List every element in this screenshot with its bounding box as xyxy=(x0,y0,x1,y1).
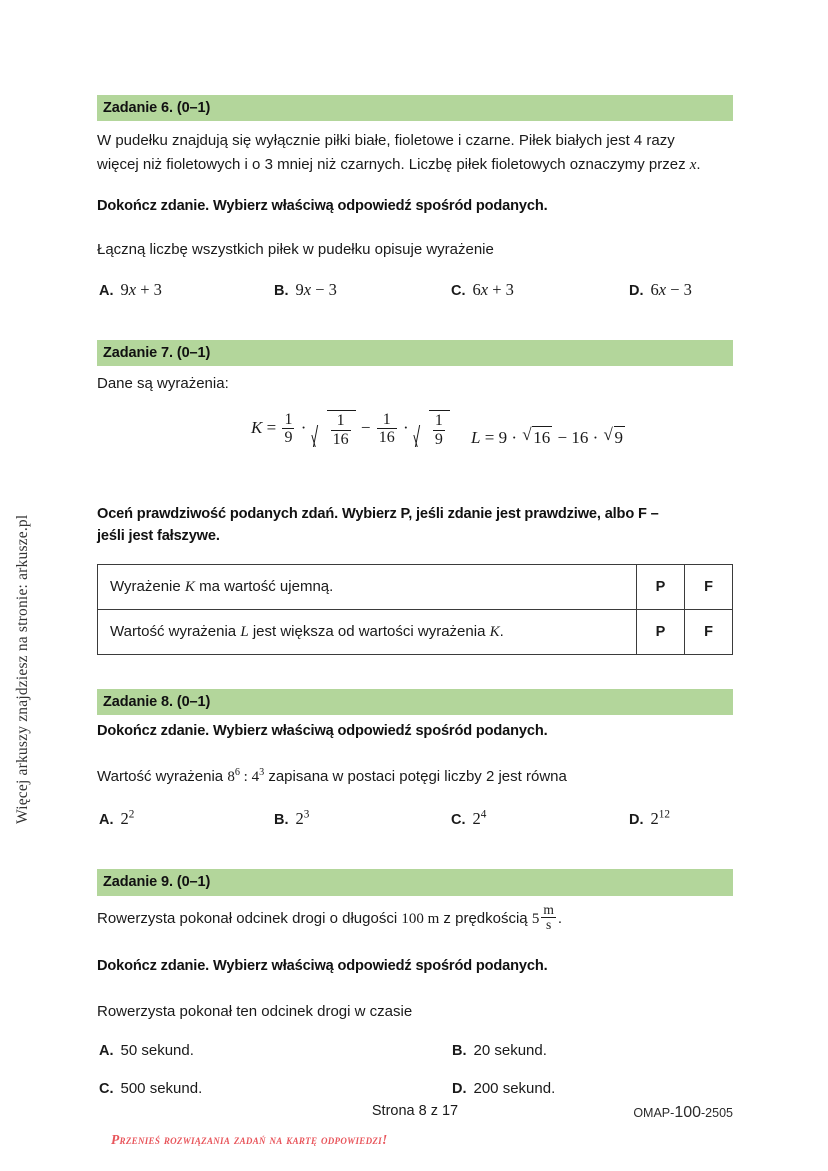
formula-l-b: 16 xyxy=(571,428,589,448)
formula-k-minus: − xyxy=(360,418,371,438)
task-9-speed-unit: $\frac{m}{s}$ xyxy=(543,901,554,933)
formula-l-name: L xyxy=(471,428,481,448)
task-9-option-c-value: 500 sekund. xyxy=(120,1079,203,1097)
task-7-row-1-f-option[interactable]: F xyxy=(685,565,733,610)
task-9-option-d-value: 200 sekund. xyxy=(473,1079,556,1097)
task-8-option-d-label: D. xyxy=(629,812,644,829)
task-6-instruction: Dokończ zdanie. Wybierz właściwą odpowiedź spośród podanych. xyxy=(97,197,548,214)
sheet-code-prefix: OMAP- xyxy=(633,1106,675,1120)
task-6-variable-x: x xyxy=(689,157,697,174)
task-8-option-b-label: B. xyxy=(274,812,289,829)
formula-l-sqrt-2: √ 9 xyxy=(604,426,626,448)
task-8-option-b[interactable] xyxy=(274,809,309,829)
task-9-option-a-label: A. xyxy=(99,1042,114,1059)
formula-k-radical-2 xyxy=(414,410,450,449)
task-7-header: Zadanie 7. (0–1) xyxy=(97,340,733,366)
formula-l-minus: − xyxy=(557,428,568,448)
task-8-option-c[interactable] xyxy=(451,809,486,829)
sheet-code-main: 100 xyxy=(674,1104,702,1121)
transfer-answers-note: Przenieś rozwiązania zadań na kartę odpowiedzi! xyxy=(111,1131,388,1147)
task-6-option-c-label: C. xyxy=(451,282,466,299)
formula-k-fraction-2: $\frac{1}{16}$ xyxy=(378,410,395,447)
task-9-lead-in: Rowerzysta pokonał ten odcinek drogi w czasie xyxy=(97,1002,413,1020)
formula-l-a: 9 xyxy=(498,428,508,448)
task-7-instruction-line2: jeśli jest fałszywe. xyxy=(97,528,220,545)
task-6-statement-line2 xyxy=(97,153,733,177)
page-content xyxy=(97,0,733,1148)
formula-l-dot-2: · xyxy=(592,428,599,448)
task-7-truth-table xyxy=(97,564,733,655)
task-8-option-a[interactable] xyxy=(99,809,134,829)
task-7-row-2-f-option[interactable]: F xyxy=(685,610,733,655)
table-row xyxy=(98,610,733,655)
task-9-option-b-label: B. xyxy=(452,1042,467,1059)
task-6-option-b[interactable] xyxy=(274,280,337,300)
task-6-lead-in: Łączną liczbę wszystkich piłek w pudełku opisuje wyrażenie xyxy=(97,240,494,258)
task-6-option-c[interactable] xyxy=(451,280,514,300)
formula-k-radical-1 xyxy=(312,410,356,449)
task-8-header: Zadanie 8. (0–1) xyxy=(97,689,733,715)
task-8-instruction: Dokończ zdanie. Wybierz właściwą odpowiedź spośród podanych. xyxy=(97,723,548,740)
formula-k-radicand-2: $\frac{1}{9}$ xyxy=(434,412,443,448)
formula-l-sqrt-1: √ 16 xyxy=(522,426,552,448)
statement-2-var-k: K xyxy=(489,624,500,641)
task-6-option-b-label: B. xyxy=(274,282,289,299)
statement-2-var-l: L xyxy=(240,624,249,641)
task-6-option-b-value: 9x − 3 xyxy=(295,279,337,299)
task-6-option-d-value: 6x − 3 xyxy=(650,279,692,299)
task-9-option-d[interactable] xyxy=(452,1080,555,1097)
task-6-option-a-value: 9x + 3 xyxy=(120,279,162,299)
task-7-statement-1: Wyrażenie K ma wartość ujemną. xyxy=(98,565,637,610)
formula-k-radicand-1: $\frac{1}{16}$ xyxy=(332,412,349,448)
task-9-option-b[interactable] xyxy=(452,1042,547,1059)
task-7-formulas xyxy=(97,410,733,476)
task-8-option-a-label: A. xyxy=(99,812,114,829)
task-9-option-b-value: 20 sekund. xyxy=(473,1041,547,1059)
formula-k xyxy=(251,410,451,449)
page-number: Strona 8 z 17 xyxy=(371,1103,459,1119)
formula-l xyxy=(471,426,626,448)
task-8-option-d[interactable] xyxy=(629,809,670,829)
task-7-lead-in: Dane są wyrażenia: xyxy=(97,375,229,393)
formula-k-dot-1: · xyxy=(300,418,307,438)
task-7-row-2-p-option[interactable]: P xyxy=(637,610,685,655)
task-9-option-d-label: D. xyxy=(452,1080,467,1097)
formula-l-equals: = xyxy=(484,428,495,448)
task-8-option-c-label: C. xyxy=(451,812,466,829)
task-8-expression: $8^6$ : $4^3$ xyxy=(227,767,265,786)
formula-k-dot-2: · xyxy=(402,418,409,438)
task-8-option-a-value: $2^2$ xyxy=(120,808,135,829)
task-9-option-a[interactable] xyxy=(99,1042,194,1059)
task-7-row-1-p-option[interactable]: P xyxy=(637,565,685,610)
task-9-statement: Rowerzysta pokonał odcinek drogi o długości 100 m z prędkością 5 $\frac{m}{s}$ . xyxy=(97,901,562,933)
task-9-speed-value: 5 xyxy=(531,910,540,927)
side-watermark-note: Więcej arkuszy znajdziesz na stronie: arkusze.pl xyxy=(14,514,31,824)
task-6-option-a-label: A. xyxy=(99,282,114,299)
task-6-header: Zadanie 6. (0–1) xyxy=(97,95,733,121)
task-7-statement-2: Wartość wyrażenia L jest większa od wartości wyrażenia K. xyxy=(98,610,637,655)
task-6-statement-line2-end: . xyxy=(696,156,701,174)
sheet-code-suffix: -2505 xyxy=(701,1106,733,1120)
task-6-statement-line1: W pudełku znajdują się wyłącznie piłki białe, fioletowe i czarne. Piłek białych jest 4 razy xyxy=(97,132,675,150)
page-footer xyxy=(97,1103,733,1125)
task-6-option-d-label: D. xyxy=(629,282,644,299)
task-8-options xyxy=(97,809,733,835)
task-6-option-d[interactable] xyxy=(629,280,692,300)
task-8-option-b-value: $2^3$ xyxy=(295,808,310,829)
formula-k-fraction-1: $\frac{1}{9}$ xyxy=(284,410,293,447)
task-9-option-c-label: C. xyxy=(99,1080,114,1097)
task-9-length-value: 100 m xyxy=(401,910,440,927)
sheet-code xyxy=(633,1104,733,1122)
task-9-options-row-1 xyxy=(97,1042,733,1068)
formula-l-dot-1: · xyxy=(511,428,517,448)
task-8-option-d-value: $2^{12}$ xyxy=(650,808,670,829)
formula-k-name: K xyxy=(251,418,263,438)
task-6-option-c-value: 6x + 3 xyxy=(472,279,514,299)
task-9-header: Zadanie 9. (0–1) xyxy=(97,869,733,895)
task-9-option-a-value: 50 sekund. xyxy=(120,1041,194,1059)
task-9-option-c[interactable] xyxy=(99,1080,202,1097)
task-6-option-a[interactable] xyxy=(99,280,162,300)
task-9-options-row-2 xyxy=(97,1080,733,1106)
task-8-option-c-value: $2^4$ xyxy=(472,808,487,829)
formula-k-equals: = xyxy=(266,418,277,438)
task-9-instruction: Dokończ zdanie. Wybierz właściwą odpowiedź spośród podanych. xyxy=(97,957,548,974)
task-7-instruction-line1: Oceń prawdziwość podanych zdań. Wybierz P, jeśli zdanie jest prawdziwe, albo F – xyxy=(97,506,659,523)
table-row xyxy=(98,565,733,610)
statement-1-var-k: K xyxy=(184,579,195,596)
task-6-statement-line2-text: więcej niż fioletowych i o 3 mniej niż czarnych. Liczbę piłek fioletowych oznaczymy przez xyxy=(97,156,690,174)
task-8-lead-in: Wartość wyrażenia $8^6$ : $4^3$ zapisana w postaci potęgi liczby 2 jest równa xyxy=(97,767,567,786)
task-6-options xyxy=(97,280,733,306)
